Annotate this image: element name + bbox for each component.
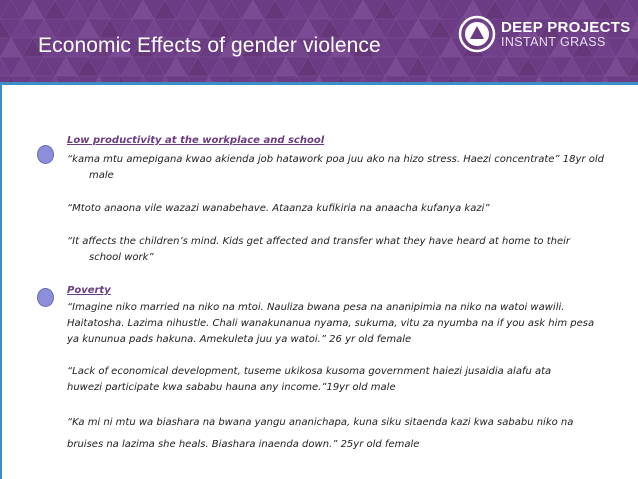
quote: “Ka mi ni mtu wa biashara na bwana yangu ananichapa, kuna siku sitaenda kazi kwa sababu niko na bruises na lazima she heals. Biashara inaenda down.” 25yr old female (67, 417, 574, 450)
logo (458, 14, 634, 54)
left-accent-line (0, 85, 2, 479)
logo-line2: INSTANT GRASS (501, 35, 606, 49)
slide-content (67, 133, 627, 456)
bullet-circle-icon (37, 288, 54, 307)
quote: “Imagine niko married na niko na mtoi. Nauliza bwana pesa na ananipimia na niko na watoi wawili. Haitatosha. Lazima nihustle. Chali wanakunanua nyama, sukuma, vitu za nyumba na if you ask him pesa ya kununua pads hakuna. Amekuleta juu ya watoi.” 26 yr old female (67, 302, 595, 345)
header-banner (0, 0, 638, 82)
logo-line1: DEEP PROJECTS (501, 19, 631, 36)
header-divider (0, 82, 638, 85)
logo-triangle-icon (458, 14, 498, 54)
section-heading: Low productivity at the workplace and school (67, 135, 325, 146)
bullet-circle-icon (37, 145, 54, 164)
section-heading: Poverty (67, 285, 111, 296)
quote: “Mtoto anaona vile wazazi wanabehave. Ataanza kufikiria na anaacha kufanya kazi” (67, 203, 490, 214)
quote: “It affects the children’s mind. Kids get affected and transfer what they have heard at home to their school work” (67, 236, 571, 263)
quote: “Lack of economical development, tuseme ukikosa kusoma government haiezi jusaidia alafu ata huwezi participate kwa sababu hauna any income.”19yr old male (67, 366, 552, 393)
quote: “kama mtu amepigana kwao akienda job hatawork poa juu ako na hizo stress. Haezi concentrate” 18yr old male (67, 154, 604, 181)
page-title: Economic Effects of gender violence (38, 34, 381, 57)
